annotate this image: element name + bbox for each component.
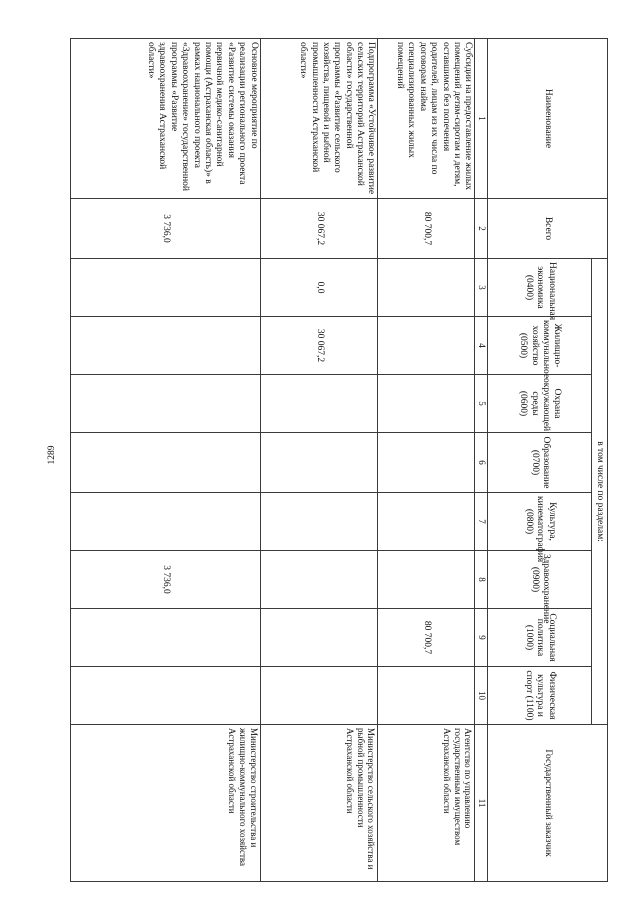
row-value-0600: [260, 375, 378, 433]
column-number: 4: [475, 317, 488, 375]
row-value-0600: [71, 375, 261, 433]
row-value-0900: [260, 551, 378, 609]
header-section-0900: Здравоохранение (0900): [487, 551, 591, 609]
column-number: 10: [475, 667, 488, 725]
row-value-0800: [71, 493, 261, 551]
header-section-1100: Физическая культура и спорт (1100): [487, 667, 591, 725]
rotated-table-frame: [70, 38, 608, 881]
row-total: 30 067,2: [260, 199, 378, 259]
budget-table-container: [70, 38, 608, 881]
header-section-1000: Социальная политика (1000): [487, 609, 591, 667]
table-row: [71, 39, 261, 882]
table-row: [378, 39, 475, 882]
page-number: 1289: [47, 445, 57, 465]
row-value-1100: [378, 667, 475, 725]
column-number: 3: [475, 259, 488, 317]
row-value-0500: [71, 317, 261, 375]
row-value-0800: [260, 493, 378, 551]
column-number: 7: [475, 493, 488, 551]
row-value-0400: [378, 259, 475, 317]
column-number: 6: [475, 433, 488, 493]
header-section-0600: Охрана окружающей среды (0600): [487, 375, 591, 433]
header-sections-group: в том числе по разделам:: [592, 259, 608, 725]
row-value-1000: 80 700,7: [378, 609, 475, 667]
budget-table: [70, 38, 608, 882]
table-row: [260, 39, 378, 882]
row-value-1000: [71, 609, 261, 667]
header-customer: Государственный заказчик: [487, 725, 607, 882]
header-total: Всего: [487, 199, 607, 259]
row-value-0400: 0,0: [260, 259, 378, 317]
row-value-1000: [260, 609, 378, 667]
row-value-0600: [378, 375, 475, 433]
column-number: 11: [475, 725, 488, 882]
column-number: 8: [475, 551, 488, 609]
row-name: Подпрограмма «Устойчивое развитие сельских территорий Астраханской области» государственной программы «Развитие сельского хозяйства, пищевой и рыбной промышленности Астраханской области»: [260, 39, 378, 199]
row-value-0500: [378, 317, 475, 375]
header-name: Наименование: [487, 39, 607, 199]
row-value-0900: [378, 551, 475, 609]
row-value-0700: [260, 433, 378, 493]
column-number: 2: [475, 199, 488, 259]
row-customer: Министерство сельского хозяйства и рыбной промышленности Астраханской области: [260, 725, 378, 882]
column-number: 9: [475, 609, 488, 667]
row-value-0900: 3 736,0: [71, 551, 261, 609]
column-number: 5: [475, 375, 488, 433]
row-value-0500: 30 067,2: [260, 317, 378, 375]
row-name: Субсидии на предоставление жилых помещений детям-сиротам и детям, оставшимся без попечения родителей, лицам из их числа по договорам найма специализированных жилых помещений: [378, 39, 475, 199]
row-customer: Министерство строительства и жилищно-коммунального хозяйства Астраханской области: [71, 725, 261, 882]
row-value-0400: [71, 259, 261, 317]
row-name: Основное мероприятие по реализации регионального проекта «Развитие системы оказания первичной медико-санитарной помощи (Астраханская область)» в рамках национального проекта «Здравоохранение» государственной программы «Развитие здравоохранения Астраханской области»: [71, 39, 261, 199]
header-section-0700: Образование (0700): [487, 433, 591, 493]
row-value-0700: [71, 433, 261, 493]
row-total: 3 736,0: [71, 199, 261, 259]
header-section-0800: Культура, кинематография (0800): [487, 493, 591, 551]
row-total: 80 700,7: [378, 199, 475, 259]
row-value-1100: [71, 667, 261, 725]
header-section-0400: Национальная экономика (0400): [487, 259, 591, 317]
column-number-row: [475, 39, 488, 882]
header-section-0500: Жилищно-коммунальное хозяйство (0500): [487, 317, 591, 375]
row-customer: Агентство по управлению государственным имуществом Астраханской области: [378, 725, 475, 882]
column-number: 1: [475, 39, 488, 199]
row-value-0700: [378, 433, 475, 493]
row-value-1100: [260, 667, 378, 725]
row-value-0800: [378, 493, 475, 551]
